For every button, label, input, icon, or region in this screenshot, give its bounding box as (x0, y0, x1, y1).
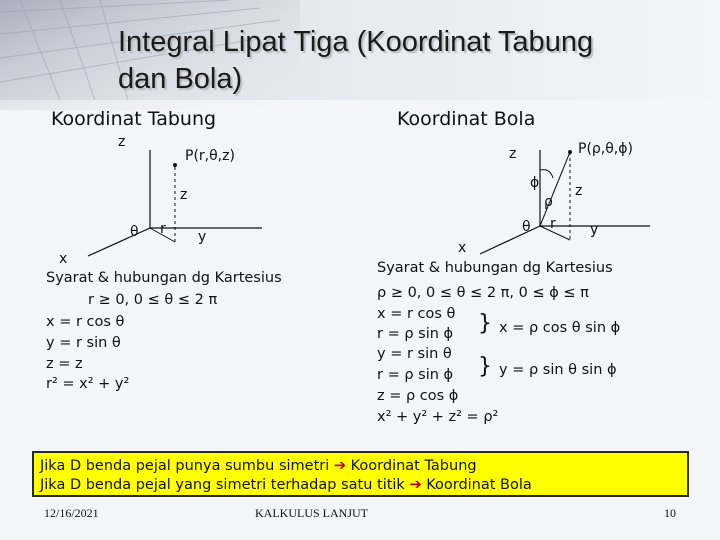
cyl-z-axis-label: z (118, 134, 126, 150)
sph-eq-rho2: x² + y² + z² = ρ² (377, 409, 499, 425)
note-line-1-target: Koordinat Tabung (350, 458, 477, 474)
cyl-r-label: r (160, 221, 166, 237)
sph-x-axis-label: x (458, 240, 467, 256)
sph-phi-label: ϕ (530, 175, 540, 191)
sph-r-label: r (550, 216, 556, 232)
sph-constraint: ρ ≥ 0, 0 ≤ θ ≤ 2 π, 0 ≤ ϕ ≤ π (377, 285, 589, 301)
arrow-right-icon: ➔ (333, 458, 347, 474)
sph-rho-label: ρ (544, 194, 553, 210)
sph-z-value-label: z (575, 183, 583, 199)
brace-x: } (478, 311, 492, 336)
sph-result-x: x = ρ cos θ sin ϕ (499, 320, 621, 336)
cyl-eq-x: x = r cos θ (46, 314, 125, 330)
cyl-z-value-label: z (180, 187, 188, 203)
sph-point-label: P(ρ,θ,ϕ) (578, 141, 633, 157)
cyl-relation-title: Syarat & hubungan dg Kartesius (46, 270, 282, 286)
cyl-x-axis-label: x (59, 251, 68, 267)
cyl-eq-y: y = r sin θ (46, 335, 121, 351)
sph-y-axis-label: y (590, 222, 599, 238)
cyl-point-label: P(r,θ,z) (185, 148, 235, 164)
sph-result-y: y = ρ sin θ sin ϕ (499, 362, 617, 378)
note-line-2-target: Koordinat Bola (426, 477, 532, 493)
footer-date: 12/16/2021 (44, 506, 99, 520)
note-line-2-text: Jika D benda pejal yang simetri terhadap satu titik (40, 477, 405, 493)
sph-theta-label: θ (522, 219, 531, 235)
footer-course: KALKULUS LANJUT (255, 506, 368, 520)
sph-eq-x: x = r cos θ (377, 306, 456, 322)
sph-eq-r-2: r = ρ sin ϕ (377, 367, 454, 383)
sph-relation-title: Syarat & hubungan dg Kartesius (377, 260, 613, 276)
footer-page-number: 10 (664, 506, 676, 520)
title-line-1: Integral Lipat Tiga (Koordinat Tabung (118, 26, 594, 58)
note-line-1-text: Jika D benda pejal punya sumbu simetri (40, 458, 330, 474)
sph-eq-y: y = r sin θ (377, 346, 452, 362)
arrow-right-icon: ➔ (409, 477, 422, 493)
note-line-1 (40, 457, 681, 476)
brace-y: } (478, 354, 492, 379)
cylindrical-heading: Koordinat Tabung (51, 108, 217, 130)
cyl-eq-z: z = z (46, 356, 83, 372)
sph-z-axis-label: z (509, 146, 517, 162)
sph-eq-z: z = ρ cos ϕ (377, 388, 459, 404)
cyl-y-axis-label: y (198, 229, 207, 245)
note-line-2 (40, 476, 681, 495)
sph-eq-r-1: r = ρ sin ϕ (377, 326, 454, 342)
cyl-eq-r2: r² = x² + y² (46, 376, 130, 392)
cyl-theta-label: θ (130, 224, 139, 240)
cyl-constraint: r ≥ 0, 0 ≤ θ ≤ 2 π (88, 292, 218, 308)
note-box (32, 451, 689, 497)
title-line-2: dan Bola) (118, 63, 243, 95)
spherical-heading: Koordinat Bola (397, 108, 536, 130)
